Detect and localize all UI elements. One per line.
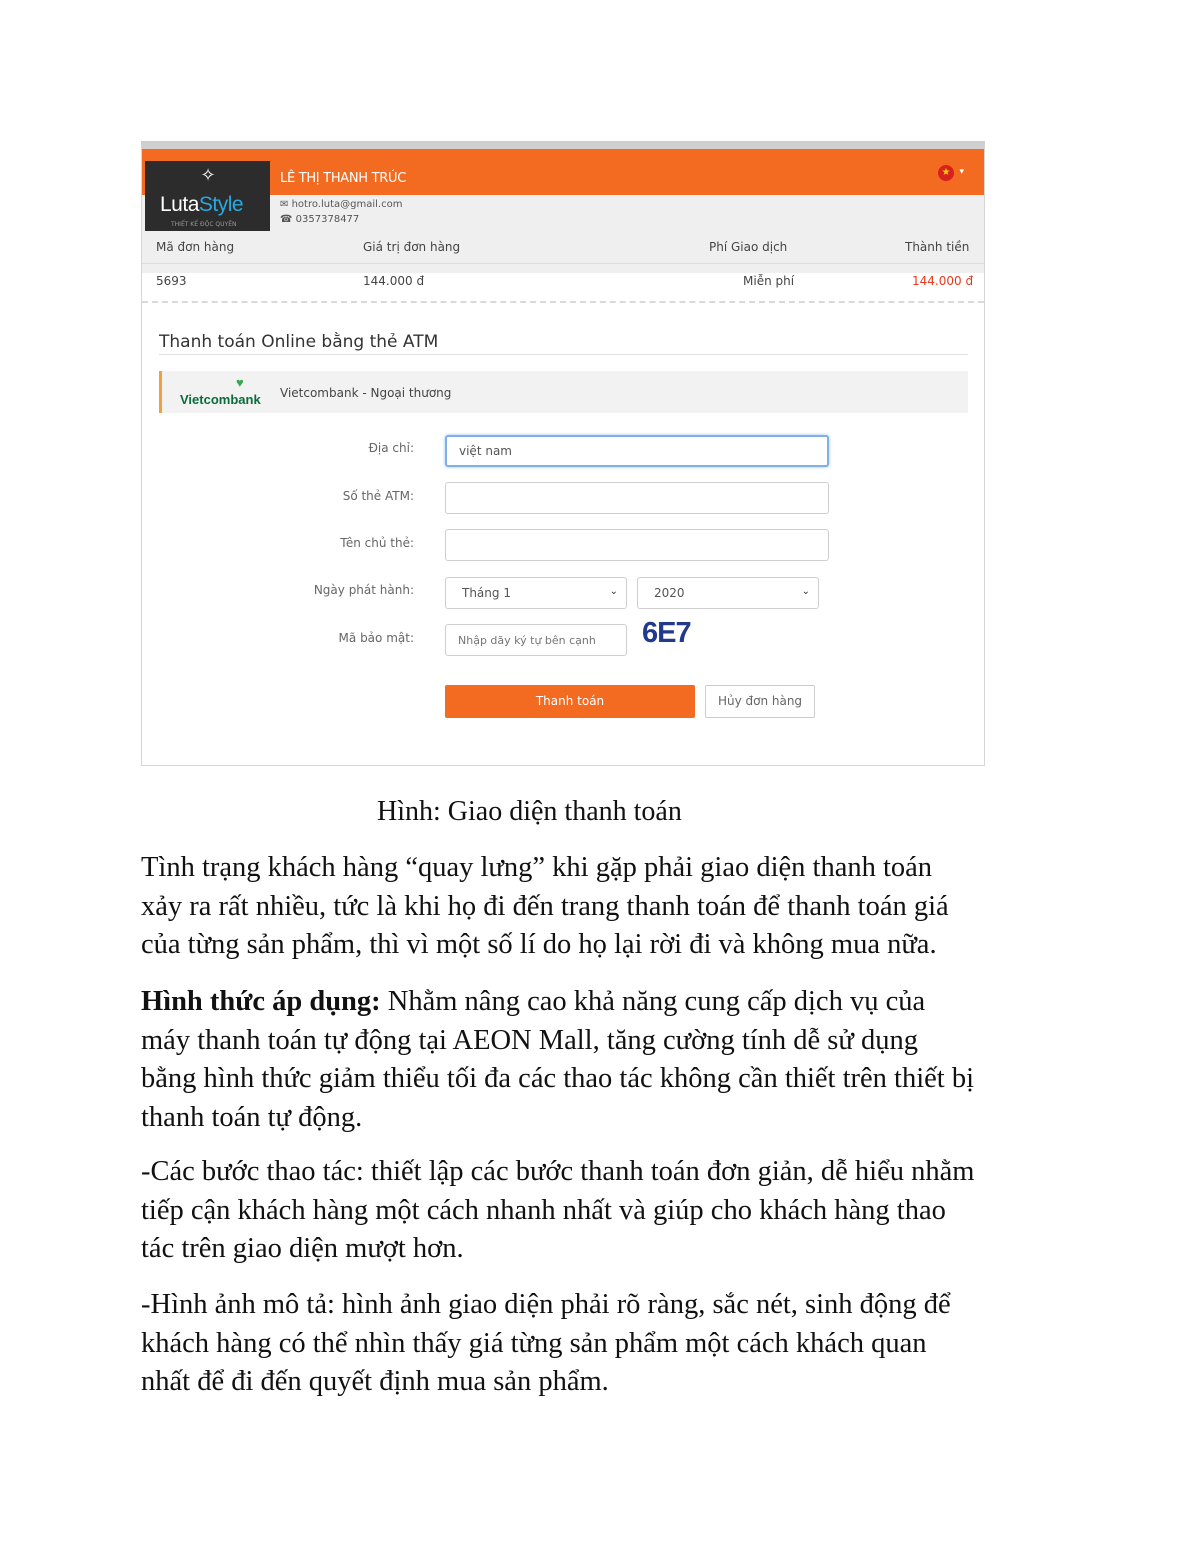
text-line: -Các bước thao tác: thiết lập các bước thanh toán đơn giản, dễ hiểu nhằm <box>141 1156 975 1187</box>
payment-screenshot <box>141 141 985 766</box>
shop-phone: ☎ 0357378477 <box>280 214 360 225</box>
card-holder-input[interactable] <box>445 529 829 561</box>
phone-icon: ☎ <box>280 214 293 225</box>
text-line: thanh toán tự động. <box>141 1101 363 1133</box>
text-line: tác trên giao diện mượt hơn. <box>141 1233 464 1264</box>
bank-shield-icon: ♥ <box>236 375 244 390</box>
paragraph-1 <box>141 849 1071 965</box>
text-line: của từng sản phẩm, thì vì một số lí do họ lại rời đi và không mua nữa. <box>141 929 937 960</box>
captcha-label: Mã bảo mật: <box>338 631 414 645</box>
captcha-input[interactable] <box>445 624 627 656</box>
figure-caption: Hình: Giao diện thanh toán <box>377 796 682 827</box>
captcha-image: 6E7 <box>642 617 691 649</box>
paragraph-4 <box>141 1286 1071 1402</box>
cancel-order-button[interactable]: Hủy đơn hàng <box>705 685 815 718</box>
vietnam-flag-icon[interactable]: ★ <box>938 165 954 181</box>
mail-icon: ✉ <box>280 199 289 210</box>
text-line: Hình thức áp dụng: Nhằm nâng cao khả năng cung cấp dịch vụ của <box>141 986 926 1017</box>
year-value: 2020 <box>654 586 685 600</box>
address-input[interactable] <box>445 435 829 467</box>
text-line: xảy ra rất nhiều, tức là khi họ đi đến trang thanh toán để thanh toán giá <box>141 890 949 922</box>
chevron-down-icon[interactable]: ▾ <box>959 167 964 177</box>
month-value: Tháng 1 <box>462 586 511 600</box>
shop-email: ✉ hotro.luta@gmail.com <box>280 199 403 210</box>
section-divider <box>159 354 968 355</box>
logo-text: LutaStyle <box>160 193 244 216</box>
vietcombank-logo: ♥ Vietcombank <box>180 375 261 407</box>
order-total: 144.000 đ <box>912 274 974 288</box>
card-number-input[interactable] <box>445 482 829 514</box>
text-line: -Hình ảnh mô tả: hình ảnh giao diện phải rõ ràng, sắc nét, sinh động để <box>141 1289 951 1320</box>
text-line: tiếp cận khách hàng một cách nhanh nhất và giúp cho khách hàng thao <box>141 1194 946 1226</box>
text-line: khách hàng có thể nhìn thấy giá từng sản phẩm một cách khách quan <box>141 1327 927 1359</box>
header-total: Thành tiền <box>905 240 970 254</box>
paragraph-3 <box>141 1153 1071 1269</box>
shop-name: LÊ THỊ THANH TRÚC <box>280 171 406 186</box>
brand-logo[interactable] <box>145 161 270 231</box>
text-line: bằng hình thức giảm thiểu tối đa các thao tác không cần thiết trên thiết bị <box>141 1063 974 1094</box>
paragraph-2 <box>141 983 1071 1137</box>
order-value: 144.000 đ <box>363 274 425 288</box>
header-order-value: Giá trị đơn hàng <box>363 240 461 254</box>
table-divider <box>142 263 984 264</box>
issue-date-label: Ngày phát hành: <box>313 583 414 597</box>
bank-name: Vietcombank - Ngoại thương <box>280 386 452 400</box>
card-number-label: Số thẻ ATM: <box>342 489 414 503</box>
text-line: nhất để đi đến quyết định mua sản phẩm. <box>141 1366 609 1397</box>
logo-tagline: THIẾT KẾ ĐỘC QUYỀN <box>171 221 237 228</box>
section-title: Thanh toán Online bằng thẻ ATM <box>159 332 439 352</box>
transaction-fee: Miễn phí <box>743 274 795 288</box>
dashed-divider <box>142 301 984 303</box>
chevron-down-icon: ⌄ <box>801 586 810 597</box>
card-holder-label: Tên chủ thẻ: <box>340 536 414 550</box>
text-line: Tình trạng khách hàng “quay lưng” khi gặp phải giao diện thanh toán <box>141 852 933 883</box>
selected-bank[interactable] <box>159 371 968 413</box>
chevron-down-icon: ⌄ <box>609 586 618 597</box>
pay-button[interactable]: Thanh toán <box>445 685 695 718</box>
header-fee: Phí Giao dịch <box>709 240 788 254</box>
bold-heading: Hình thức áp dụng: <box>141 986 381 1017</box>
month-select[interactable] <box>445 577 627 609</box>
address-label: Địa chỉ: <box>368 441 414 455</box>
text-line: máy thanh toán tự động tại AEON Mall, tăng cường tính dễ sử dụng <box>141 1024 918 1056</box>
logo-mark-icon: ✧ <box>200 165 216 186</box>
header-order-id: Mã đơn hàng <box>156 240 235 254</box>
year-select[interactable] <box>637 577 819 609</box>
order-id: 5693 <box>156 274 187 288</box>
